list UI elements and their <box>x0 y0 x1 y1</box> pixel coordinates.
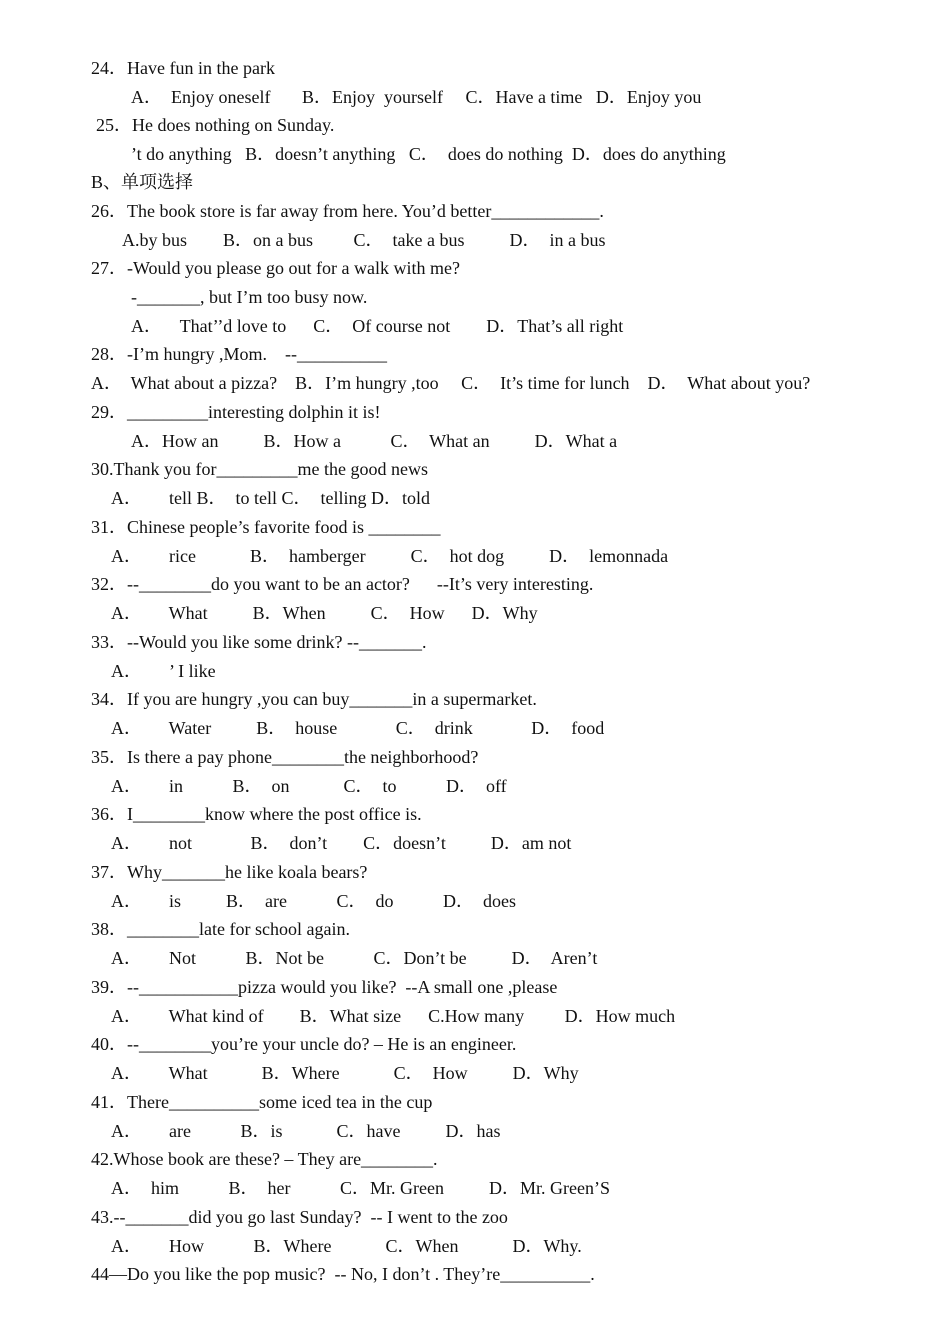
question-26: 26．The book store is far away from here. You’d better____________. <box>91 201 604 221</box>
options-42: A． him B． her C．Mr. Green D．Mr. Green’S <box>111 1178 610 1198</box>
question-32: 32．--________do you want to be an actor? --It’s very interesting. <box>91 574 594 594</box>
question-31: 31．Chinese people’s favorite food is ________ <box>91 517 441 537</box>
question-24: 24．Have fun in the park <box>91 58 275 78</box>
options-35: A． in B． on C． to D． off <box>111 776 507 796</box>
question-37: 37．Why_______he like koala bears? <box>91 862 368 882</box>
question-43: 43.--_______did you go last Sunday? -- I went to the zoo <box>91 1207 508 1227</box>
options-29: A．How an B．How a C． What an D．What a <box>131 431 618 451</box>
question-34: 34．If you are hungry ,you can buy_______in a supermarket. <box>91 689 537 709</box>
options-41: A． are B．is C．have D．has <box>111 1121 501 1141</box>
question-38: 38．________late for school again. <box>91 919 350 939</box>
question-29: 29．_________interesting dolphin it is! <box>91 402 381 422</box>
question-33: 33．--Would you like some drink? --_______. <box>91 632 427 652</box>
question-28: 28．-I’m hungry ,Mom. --__________ <box>91 344 387 364</box>
question-40: 40．--________you’re your uncle do? – He is an engineer. <box>91 1034 517 1054</box>
question-35: 35．Is there a pay phone________the neighborhood? <box>91 747 479 767</box>
options-25: ’t do anything B．doesn’t anything C． does do nothing D．does do anything <box>131 144 726 164</box>
options-31: A． rice B． hamberger C． hot dog D． lemonnada <box>111 546 669 566</box>
options-33: A． ’ I like <box>111 661 216 681</box>
options-28: A． What about a pizza? B．I’m hungry ,too C． It’s time for lunch D． What about you? <box>91 373 811 393</box>
question-27-reply: -_______, but I’m too busy now. <box>131 287 368 307</box>
options-40: A． What B．Where C． How D．Why <box>111 1063 579 1083</box>
question-42: 42.Whose book are these? – They are________. <box>91 1149 438 1169</box>
options-26: A.by bus B．on a bus C． take a bus D． in a bus <box>122 230 606 250</box>
options-30: A． tell B． to tell C． telling D．told <box>111 488 430 508</box>
options-36: A． not B． don’t C．doesn’t D．am not <box>111 833 572 853</box>
options-32: A． What B．When C． How D．Why <box>111 603 538 623</box>
options-34: A． Water B． house C． drink D． food <box>111 718 605 738</box>
question-25: 25．He does nothing on Sunday. <box>96 115 335 135</box>
question-41: 41．There__________some iced tea in the cup <box>91 1092 433 1112</box>
options-39: A． What kind of B．What size C.How many D．How much <box>111 1006 676 1026</box>
options-37: A． is B． are C． do D． does <box>111 891 516 911</box>
question-44: 44—Do you like the pop music? -- No, I don’t . They’re__________. <box>91 1264 595 1284</box>
options-24: A． Enjoy oneself B．Enjoy yourself C．Have a time D．Enjoy you <box>131 87 702 107</box>
question-27: 27．-Would you please go out for a walk with me? <box>91 258 460 278</box>
options-43: A． How B．Where C．When D．Why. <box>111 1236 582 1256</box>
question-30: 30.Thank you for_________me the good news <box>91 459 428 479</box>
section-heading-b: B、单项选择 <box>91 172 194 192</box>
question-39: 39．--___________pizza would you like? --A small one ,please <box>91 977 558 997</box>
options-38: A． Not B．Not be C．Don’t be D． Aren’t <box>111 948 598 968</box>
question-36: 36．I________know where the post office is. <box>91 804 422 824</box>
options-27: A． That’’d love to C． Of course not D．That’s all right <box>131 316 624 336</box>
